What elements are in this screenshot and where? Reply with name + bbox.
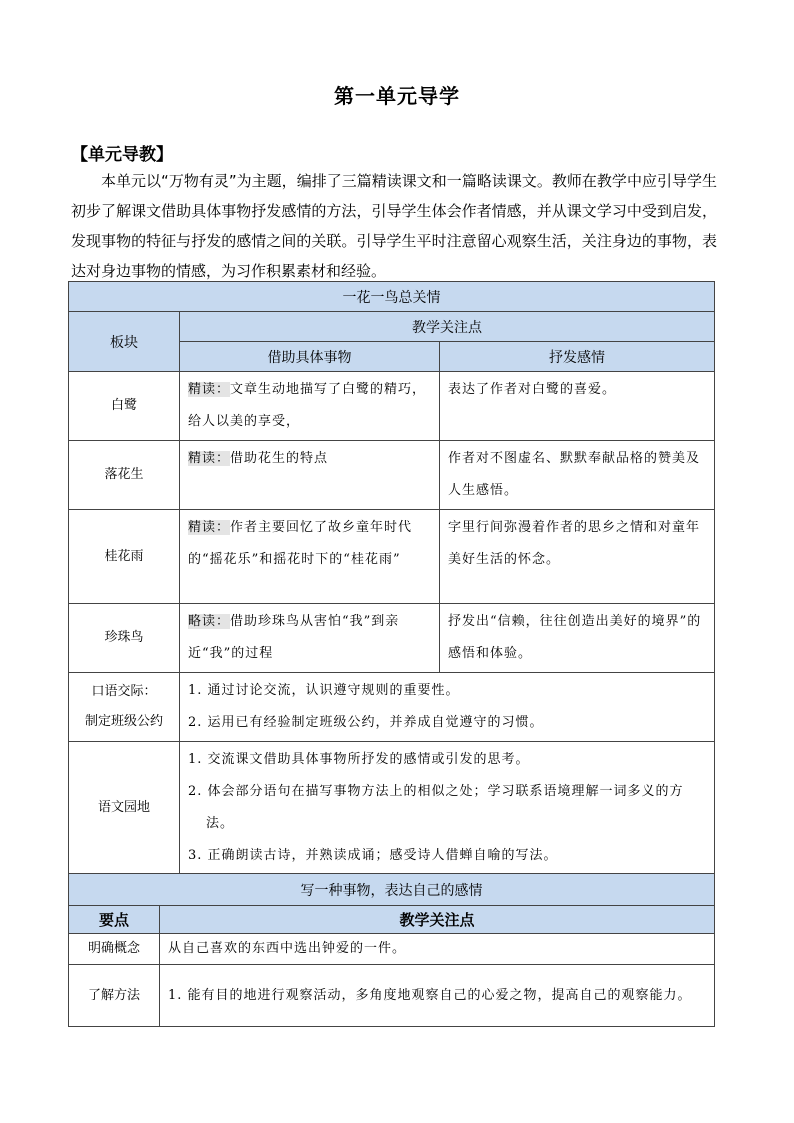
list-item: 1. 通过讨论交流，认识遵守规则的重要性。 bbox=[188, 683, 460, 698]
list-item: 2. 运用已有经验制定班级公约，并养成自觉遵守的习惯。 bbox=[188, 715, 544, 730]
table-row bbox=[69, 673, 715, 742]
row-label: 白鹭 bbox=[69, 372, 180, 441]
list-item: 1. 交流课文借助具体事物所抒发的感情或引发的思考。 bbox=[188, 752, 530, 767]
oral-content bbox=[180, 673, 715, 742]
table-row bbox=[69, 742, 715, 875]
table-row bbox=[69, 372, 715, 441]
row-label: 珍珠鸟 bbox=[69, 604, 180, 673]
row-label: 落花生 bbox=[69, 441, 180, 510]
thing-cell bbox=[180, 441, 440, 510]
page-title: 第一单元导学 bbox=[334, 84, 460, 108]
thing-cell bbox=[180, 510, 440, 604]
row-content: 从自己喜欢的东西中选出钟爱的一件。 bbox=[160, 934, 715, 965]
intro-paragraph: 本单元以“万物有灵”为主题，编排了三篇精读课文和一篇略读课文。教师在教学中应引导学生初步了解课文借助具体事物抒发感情的方法，引导学生体会作者情感，并从课文学习中受到启发，发现事物的特征与抒发的感情之间的关联。引导学生平时注意留心观察生活，关注身边的事物，表达对身边事物的情感，为习作积累素材和经验。 bbox=[71, 172, 717, 280]
column-header-point: 要点 bbox=[69, 906, 160, 934]
feel-cell: 表达了作者对白鹭的喜爱。 bbox=[440, 372, 715, 441]
list-item: 3. 正确朗读古诗，并熟读成诵；感受诗人借蝉自喻的写法。 bbox=[188, 848, 558, 863]
row-label: 语文园地 bbox=[69, 742, 180, 875]
row-label: 明确概念 bbox=[69, 934, 160, 965]
writing-table bbox=[68, 873, 715, 1027]
list-item: 2. 体会部分语句在描写事物方法上的相似之处；学习联系语境理解一词多义的方法。 bbox=[188, 784, 684, 831]
thing-cell bbox=[180, 604, 440, 673]
column-header-focus: 教学关注点 bbox=[180, 312, 715, 342]
column-header-block: 板块 bbox=[69, 312, 180, 372]
row-label bbox=[69, 673, 180, 742]
column-header-thing: 借助具体事物 bbox=[180, 342, 440, 372]
table-row bbox=[69, 510, 715, 604]
reading-tag: 略读： bbox=[188, 614, 231, 629]
feel-cell: 作者对不图虚名、默默奉献品格的赞美及人生感悟。 bbox=[440, 441, 715, 510]
thing-text: 借助花生的特点 bbox=[230, 451, 329, 466]
table-caption: 一花一鸟总关情 bbox=[69, 282, 715, 312]
table-row bbox=[69, 965, 715, 1027]
garden-content bbox=[180, 742, 715, 875]
feel-cell: 抒发出“信赖，往往创造出美好的境界”的感悟和体验。 bbox=[440, 604, 715, 673]
oral-label-line1: 口语交际： bbox=[91, 684, 157, 699]
thing-text: 作者主要回忆了故乡童年时代的“摇花乐”和摇花时下的“桂花雨” bbox=[188, 520, 413, 567]
reading-tag: 精读： bbox=[188, 382, 231, 397]
table-row bbox=[69, 934, 715, 965]
row-label: 桂花雨 bbox=[69, 510, 180, 604]
reading-tag: 精读： bbox=[188, 520, 231, 535]
feel-cell: 字里行间弥漫着作者的思乡之情和对童年美好生活的怀念。 bbox=[440, 510, 715, 604]
thing-cell bbox=[180, 372, 440, 441]
oral-label-line2: 制定班级公约 bbox=[84, 714, 163, 729]
column-header-focus: 教学关注点 bbox=[160, 906, 715, 934]
section-heading: 【单元导教】 bbox=[71, 145, 173, 165]
thing-text: 文章生动地描写了白鹭的精巧，给人以美的享受， bbox=[188, 382, 427, 429]
list-item: 1. 能有目的地进行观察活动，多角度地观察自己的心爱之物，提高自己的观察能力。 bbox=[168, 987, 692, 1003]
table-row bbox=[69, 441, 715, 510]
column-header-feel: 抒发感情 bbox=[440, 342, 715, 372]
row-content bbox=[160, 965, 715, 1027]
table-row bbox=[69, 604, 715, 673]
row-label: 了解方法 bbox=[69, 965, 160, 1027]
unit-table bbox=[68, 281, 715, 875]
reading-tag: 精读： bbox=[188, 451, 231, 466]
table-caption: 写一种事物，表达自己的感情 bbox=[69, 874, 715, 906]
thing-text: 借助珍珠鸟从害怕“我”到亲近“我”的过程 bbox=[188, 614, 400, 661]
